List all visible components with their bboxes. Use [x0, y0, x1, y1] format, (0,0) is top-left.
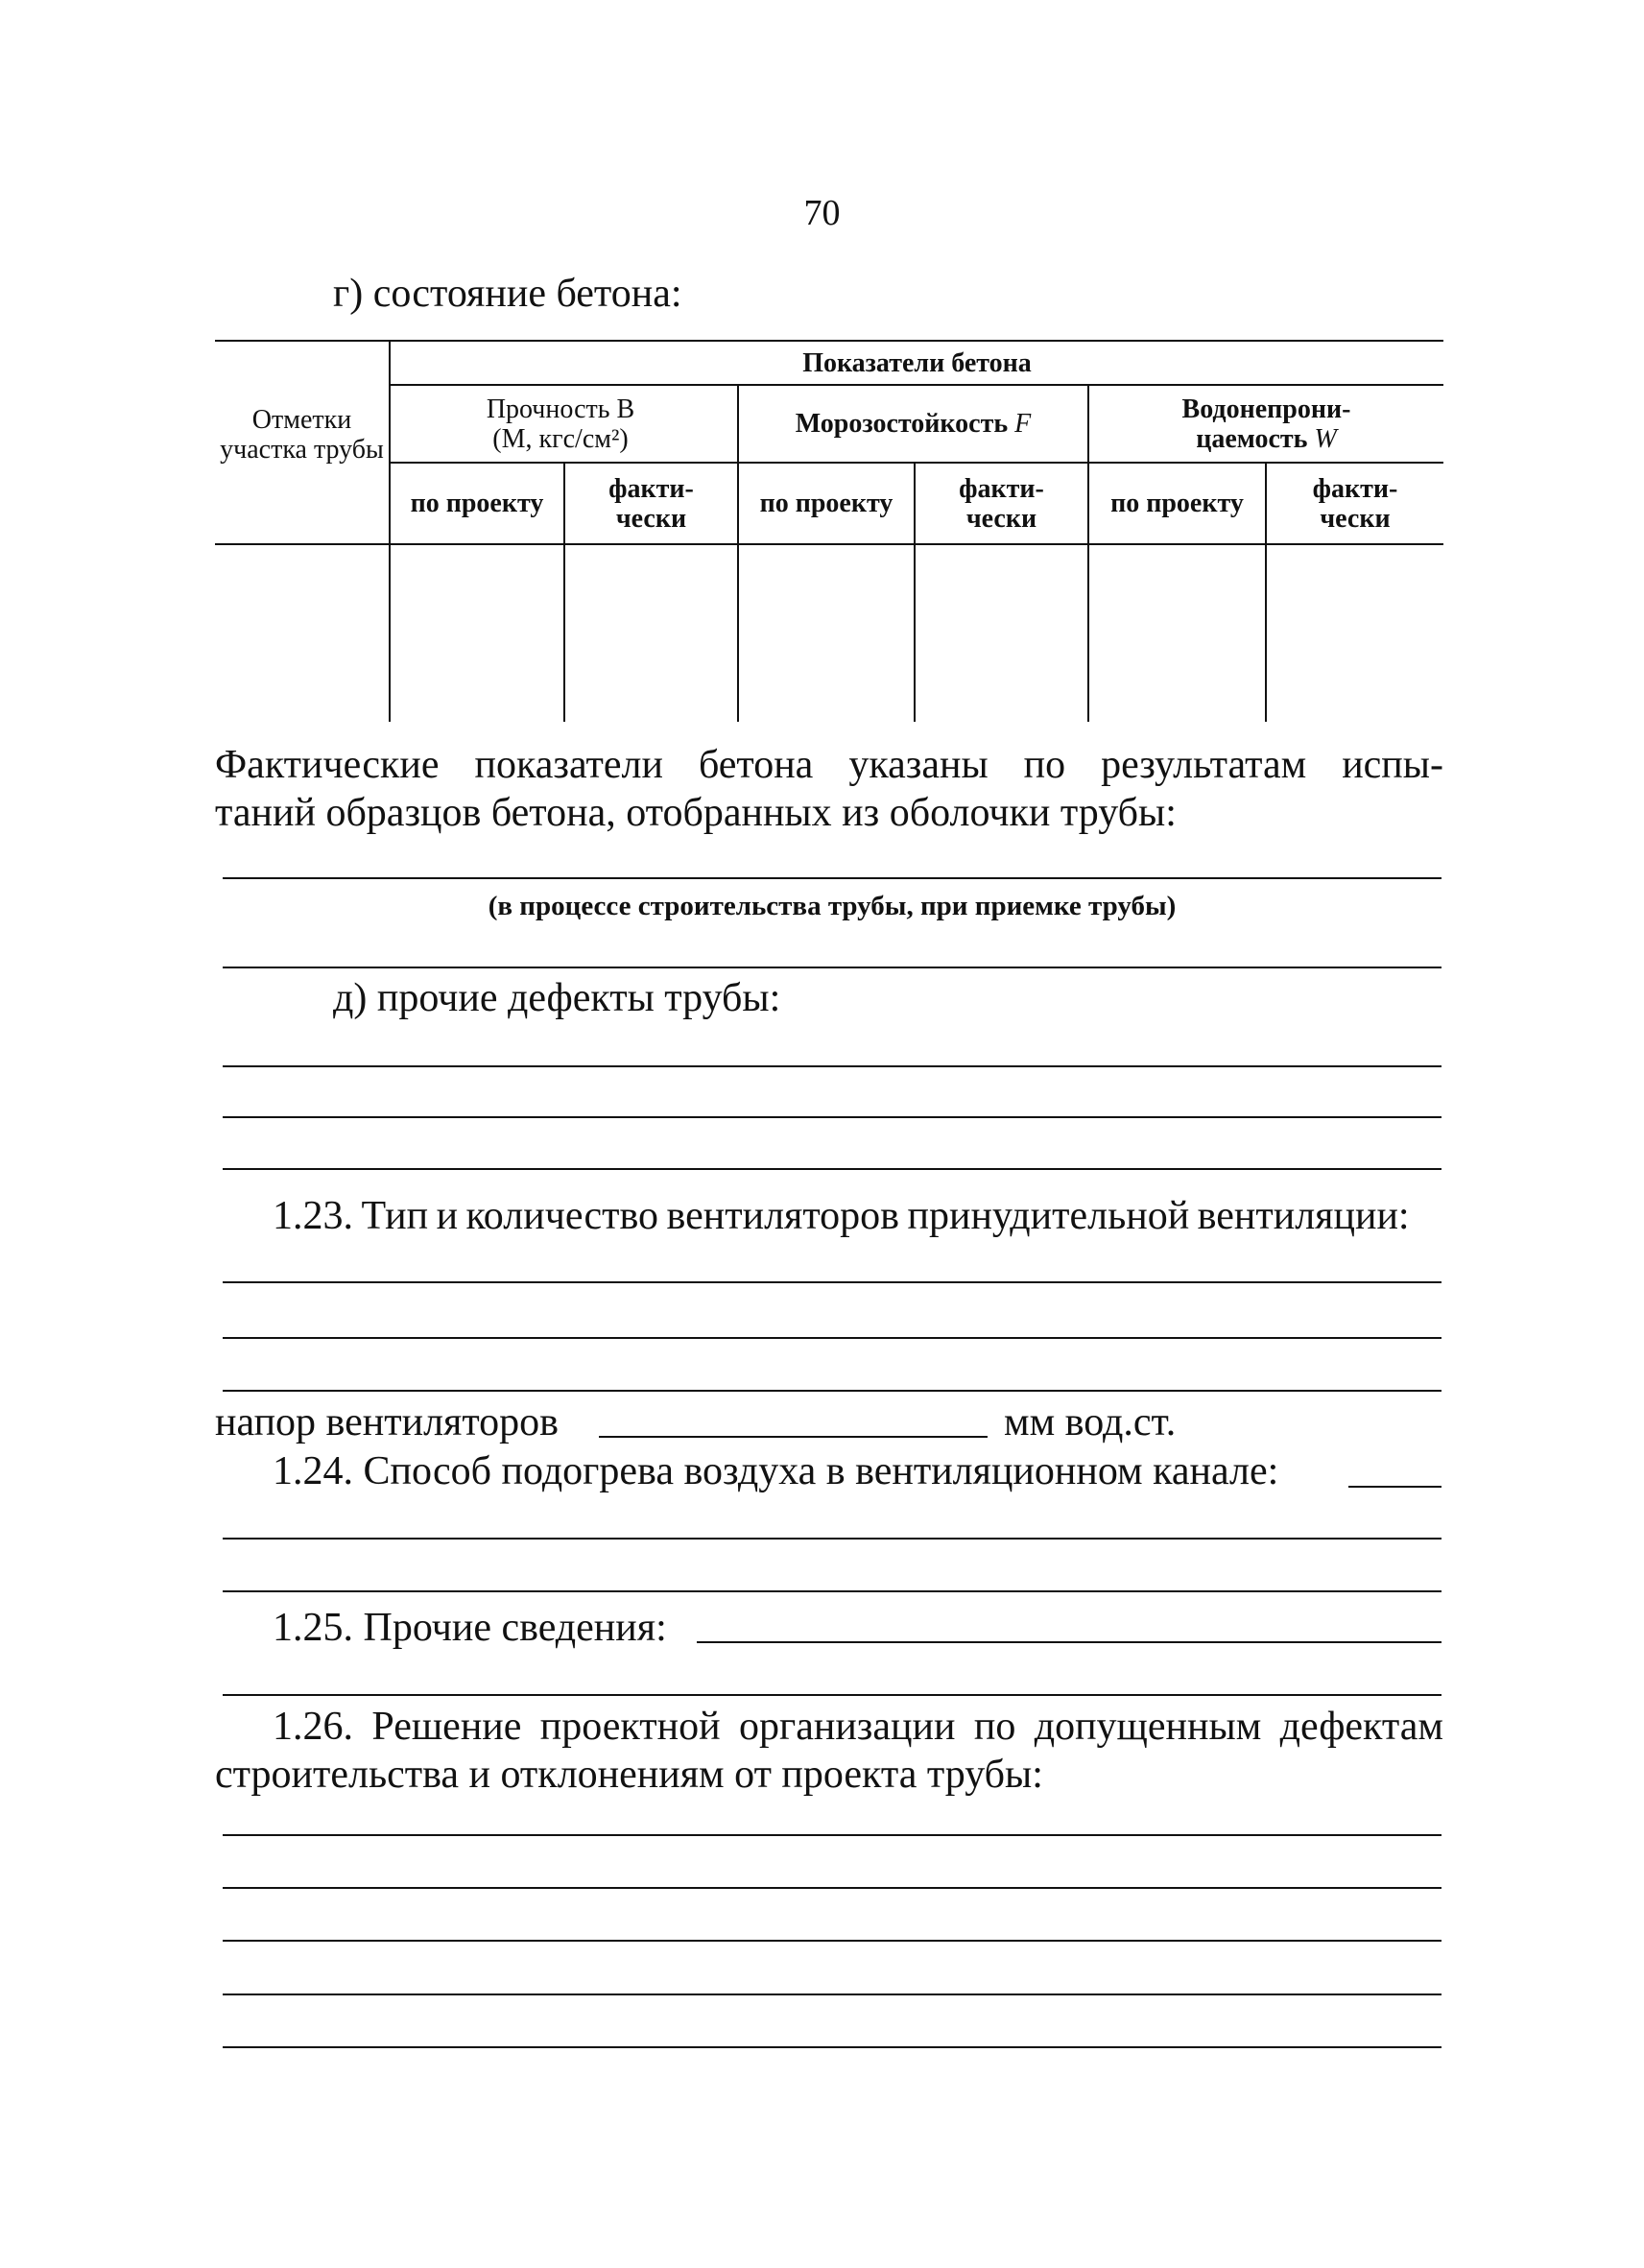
item-1-26-line2: строительства и отклонениям от проекта трубы: [215, 1753, 1043, 1797]
pressure-unit: мм вод.ст. [1004, 1400, 1177, 1444]
header-water [1089, 386, 1443, 462]
cell-water-project[interactable] [1089, 545, 1265, 722]
blank-line[interactable] [223, 1694, 1441, 1696]
cell-water-actual[interactable] [1267, 545, 1443, 722]
header-concrete-indicators: Показатели бетона [802, 347, 1032, 378]
subheader-frost-actual [916, 464, 1087, 543]
blank-line[interactable] [223, 1281, 1441, 1283]
header-water-label: Водонепрони-цаемость [1181, 394, 1351, 454]
blank-line[interactable] [223, 1940, 1441, 1942]
section-g-title: г) состояние бетона: [333, 272, 682, 316]
subheader-frost-project: по проекту [759, 489, 893, 518]
blank-line[interactable] [223, 1887, 1441, 1889]
blank-line[interactable] [223, 1590, 1441, 1592]
subheader-strength-actual-text: факти-чески [608, 473, 694, 534]
blank-line[interactable] [223, 1834, 1441, 1836]
actual-note-line2: таний образцов бетона, отобранных из оболочки трубы: [215, 791, 1177, 835]
section-d-title: д) прочие дефекты трубы: [333, 976, 781, 1020]
actual-note-caption: (в процессе строительства трубы, при приемке трубы) [488, 891, 1177, 921]
header-frost [739, 386, 1087, 462]
header-frost-label: Морозостойкость [795, 409, 1009, 439]
header-frost-symbol: F [1014, 409, 1032, 439]
item-1-25-text: 1.25. Прочие сведения: [273, 1606, 667, 1650]
concrete-table [215, 340, 1443, 722]
item-1-23-text: 1.23. Тип и количество вентиляторов принудительной вентиляции: [273, 1194, 1410, 1238]
subheader-water-actual-text: факти-чески [1312, 473, 1398, 534]
header-strength: Прочность В (М, кгс/см²) [486, 394, 635, 454]
subheader-strength-actual [565, 464, 737, 543]
blank-line[interactable] [223, 1116, 1441, 1118]
item-1-26-line1: 1.26. Решение проектной организации по допущенным дефектам [273, 1705, 1443, 1749]
blank-line[interactable] [223, 967, 1441, 968]
cell-strength-actual[interactable] [565, 545, 737, 722]
cell-marks[interactable] [215, 545, 389, 722]
page-number: 70 [803, 193, 841, 233]
pressure-input-line[interactable] [599, 1436, 988, 1438]
subheader-strength-project: по проекту [410, 489, 544, 518]
subheader-water-project: по проекту [1110, 489, 1244, 518]
blank-line[interactable] [223, 1168, 1441, 1170]
blank-line[interactable] [223, 1390, 1441, 1392]
pressure-label: напор вентиляторов [215, 1400, 559, 1444]
subheader-frost-actual-text: факти-чески [959, 473, 1044, 534]
actual-note-line1: Фактические показатели бетона указаны по результатам испы- [215, 743, 1443, 787]
blank-line[interactable] [223, 2046, 1441, 2048]
blank-line[interactable] [223, 1065, 1441, 1067]
blank-line[interactable] [223, 1337, 1441, 1339]
header-marks: Отметки участка трубы [220, 405, 384, 465]
item-1-24-text: 1.24. Способ подогрева воздуха в вентиляционном канале: [273, 1449, 1279, 1493]
blank-line[interactable] [1348, 1486, 1441, 1488]
blank-line[interactable] [223, 1993, 1441, 1995]
cell-strength-project[interactable] [391, 545, 563, 722]
subheader-water-actual [1267, 464, 1443, 543]
blank-line[interactable] [223, 877, 1441, 879]
header-water-symbol: W [1314, 423, 1337, 454]
blank-line[interactable] [697, 1641, 1441, 1643]
cell-frost-project[interactable] [739, 545, 914, 722]
blank-line[interactable] [223, 1538, 1441, 1540]
cell-frost-actual[interactable] [916, 545, 1087, 722]
